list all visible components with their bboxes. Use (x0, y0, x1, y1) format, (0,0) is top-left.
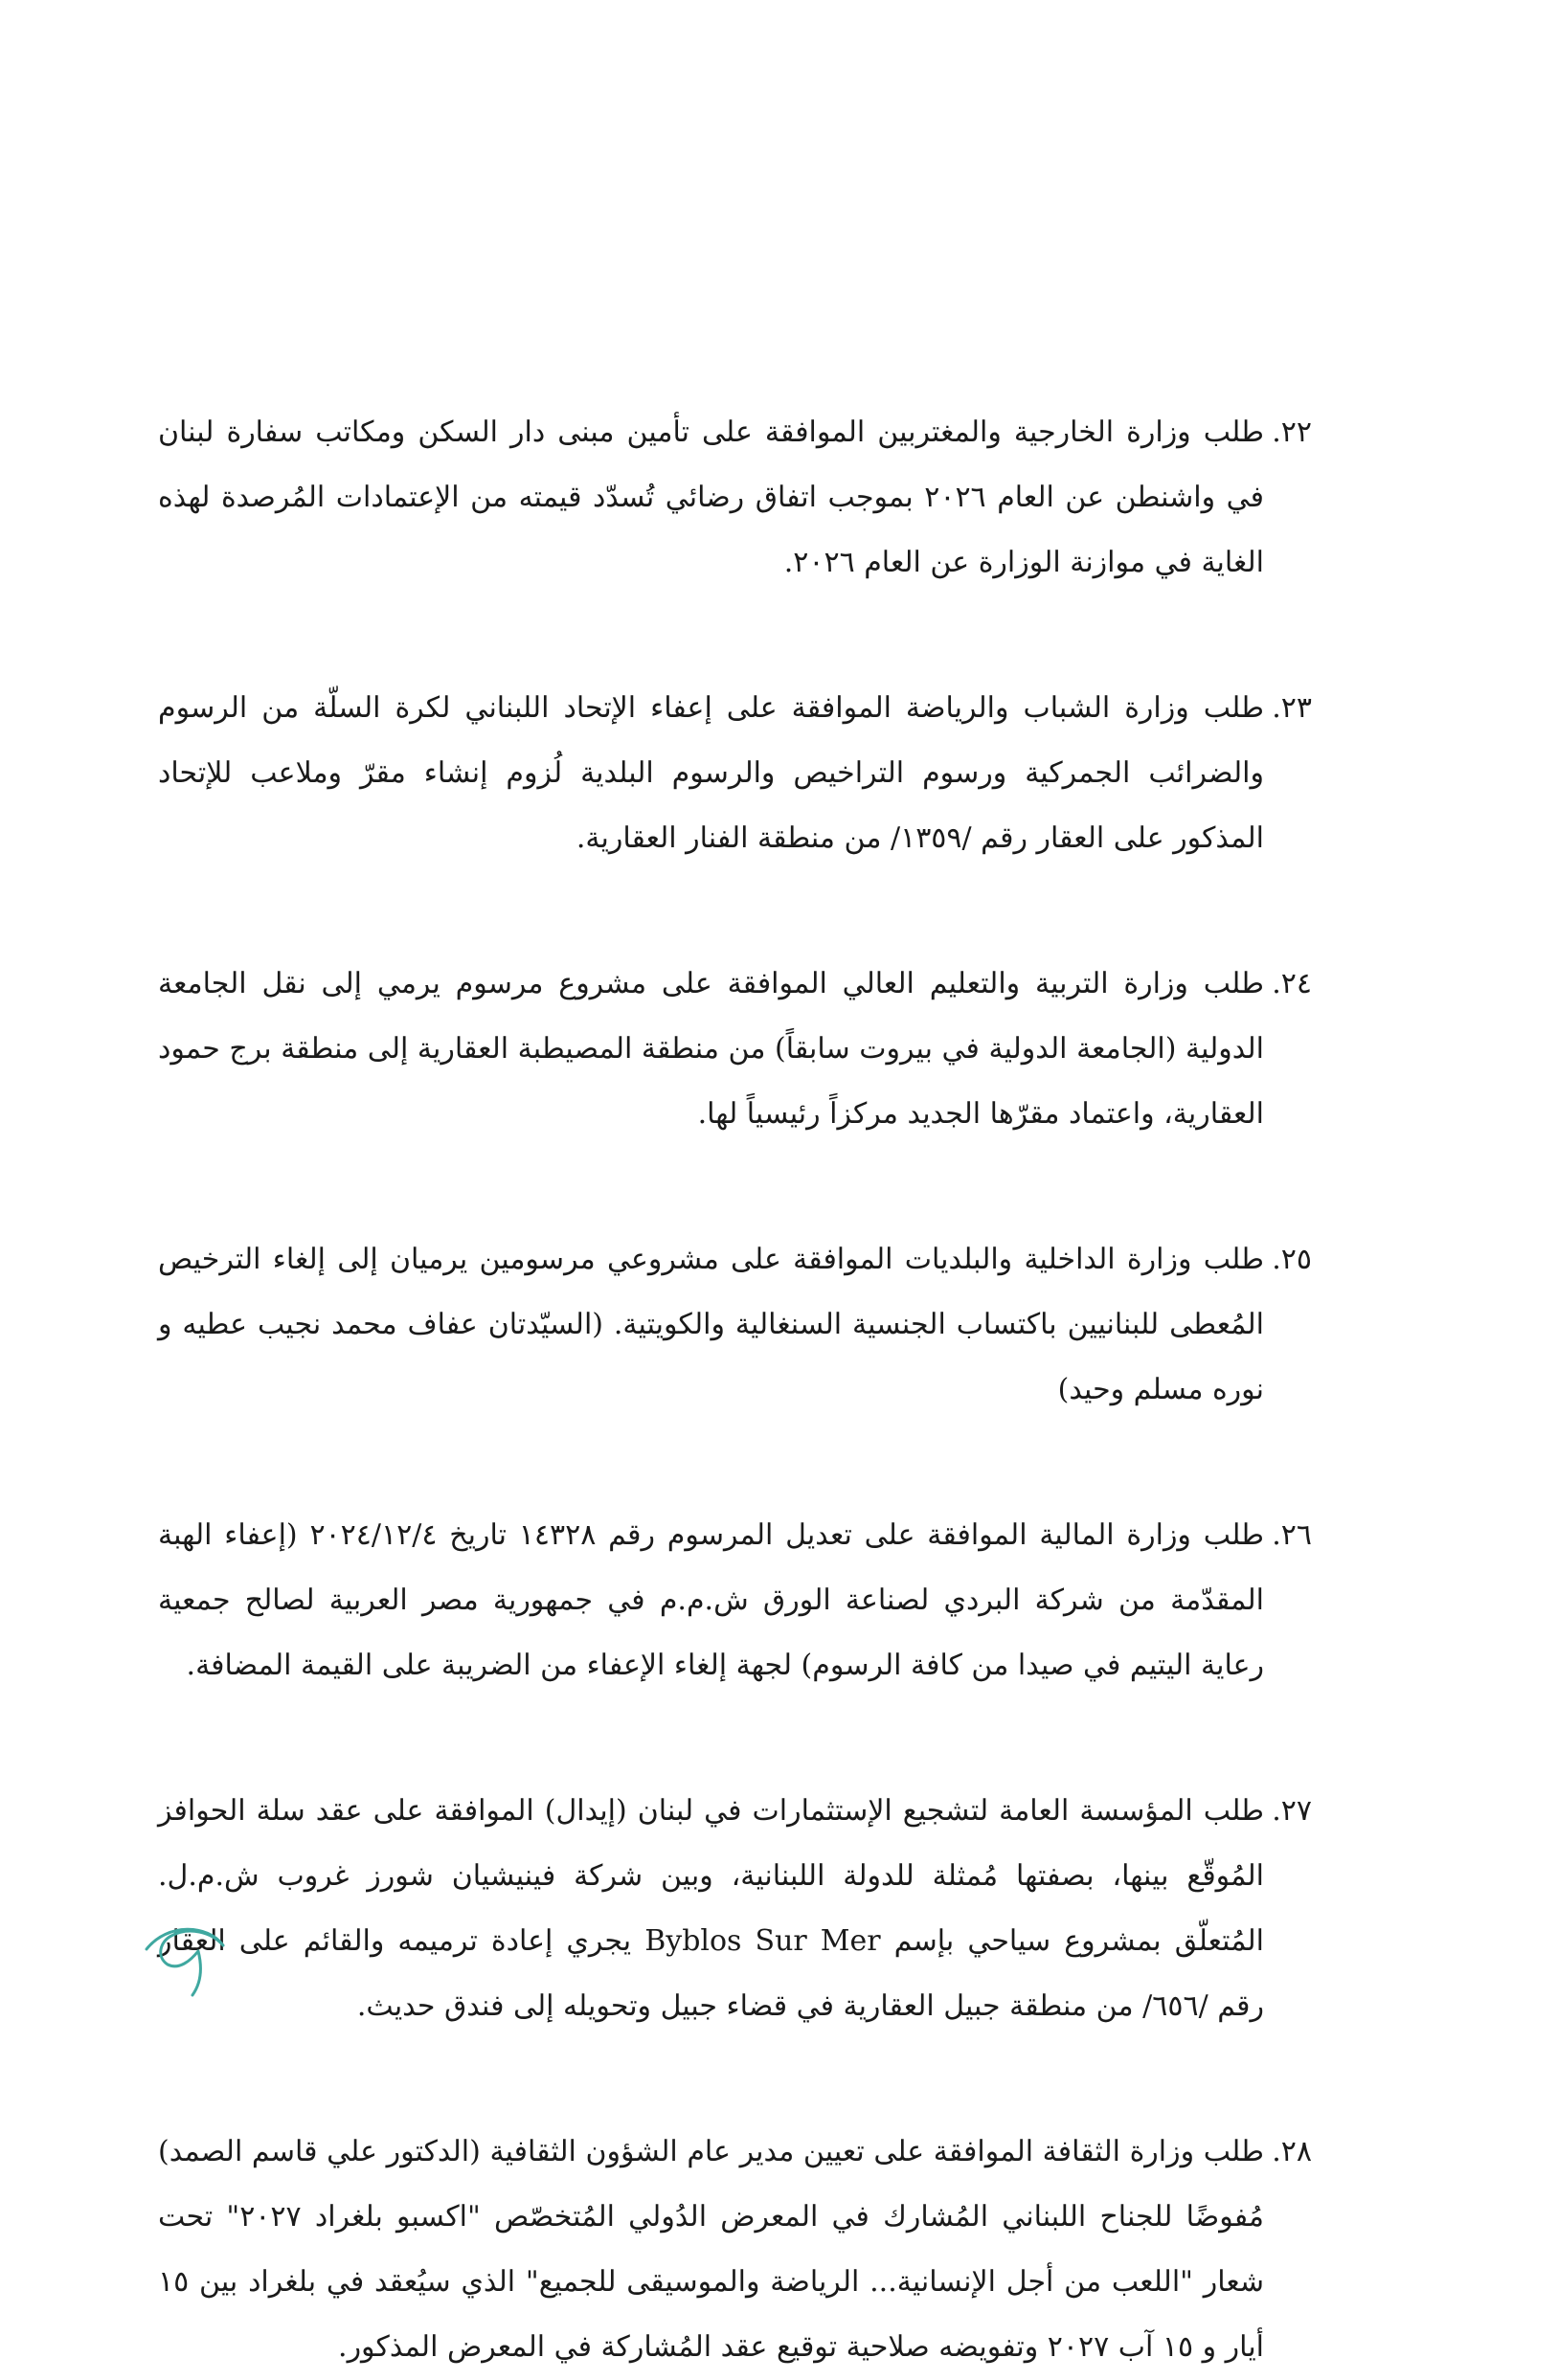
item-text: طلب وزارة التربية والتعليم العالي الموافقة على مشروع مرسوم يرمي إلى نقل الجامعة الدولية (الجامعة الدولية في بيروت سابقاً) من منطقة المصيطبة العقارية إلى منطقة برج حمود العقارية، واعتماد مقرّها الجديد مركزاً رئيسياً لها. (158, 967, 1264, 1131)
item-number: ٢٥. (1272, 1243, 1312, 1276)
agenda-item (158, 1227, 1312, 1423)
agenda-item (158, 952, 1312, 1147)
item-text: طلب وزارة الثقافة الموافقة على تعيين مدير عام الشؤون الثقافية (الدكتور علي قاسم الصمد) مُفوضًا للجناح اللبناني المُشارك في المعرض الدُولي المُتخصّص "اكسبو بلغراد ٢٠٢٧" تحت شعار "اللعب من أجل الإنسانية... الرياضة والموسيقى للجميع" الذي سيُعقد في بلغراد بين ١٥ أيار و ١٥ آب ٢٠٢٧ وتفويضه صلاحية توقيع عقد المُشاركة في المعرض المذكور. (158, 2135, 1264, 2364)
item-text: طلب المؤسسة العامة لتشجيع الإستثمارات في لبنان (إيدال) الموافقة على عقد سلة الحوافز المُوقّع بينها، بصفتها مُمثلة للدولة اللبنانية، وبين شركة فينيشيان شورز غروب ش.م.ل. المُتعلّق بمشروع سياحي بإسم Byblos Sur Mer يجري إعادة ترميمه والقائم على العقار رقم /٦٥٦/ من منطقة جبيل العقارية في قضاء جبيل وتحويله إلى فندق حديث. (158, 1794, 1265, 2023)
item-text: طلب وزارة الشباب والرياضة الموافقة على إعفاء الإتحاد اللبناني لكرة السلّة من الرسوم والضرائب الجمركية ورسوم التراخيص والرسوم البلدية لُزوم إنشاء مقرّ وملاعب للإتحاد المذكور على العقار رقم /١٣٥٩/ من منطقة الفنار العقارية. (158, 691, 1264, 855)
agenda-item (158, 400, 1312, 595)
agenda-item (158, 2120, 1312, 2380)
agenda-item (158, 1503, 1312, 1698)
item-number: ٢٧. (1272, 1794, 1312, 1828)
signature-mark (139, 1913, 235, 1999)
item-text: طلب وزارة الخارجية والمغتربين الموافقة على تأمين مبنى دار السكن ومكاتب سفارة لبنان في واشنطن عن العام ٢٠٢٦ بموجب اتفاق رضائي تُسدّد قيمته من الإعتمادات المُرصدة لهذه الغاية في موازنة الوزارة عن العام ٢٠٢٦. (158, 415, 1264, 579)
item-number: ٢٢. (1272, 415, 1312, 449)
agenda-item-list (158, 400, 1312, 2380)
item-number: ٢٨. (1272, 2135, 1312, 2168)
item-text: طلب وزارة المالية الموافقة على تعديل المرسوم رقم ١٤٣٢٨ تاريخ ٢٠٢٤/١٢/٤ (إعفاء الهبة المقدّمة من شركة البردي لصناعة الورق ش.م.م في جمهورية مصر العربية لصالح جمعية رعاية اليتيم في صيدا من كافة الرسوم) لجهة إلغاء الإعفاء من الضريبة على القيمة المضافة. (158, 1518, 1264, 1682)
item-text: طلب وزارة الداخلية والبلديات الموافقة على مشروعي مرسومين يرميان إلى إلغاء الترخيص المُعطى للبنانيين باكتساب الجنسية السنغالية والكويتية. (السيّدتان عفاف محمد نجيب عطيه و نوره مسلم وحيد) (158, 1243, 1264, 1406)
item-number: ٢٤. (1272, 967, 1312, 1000)
item-number: ٢٣. (1272, 691, 1312, 725)
agenda-item (158, 676, 1312, 871)
agenda-item (158, 1779, 1312, 2039)
item-number: ٢٦. (1272, 1518, 1312, 1552)
